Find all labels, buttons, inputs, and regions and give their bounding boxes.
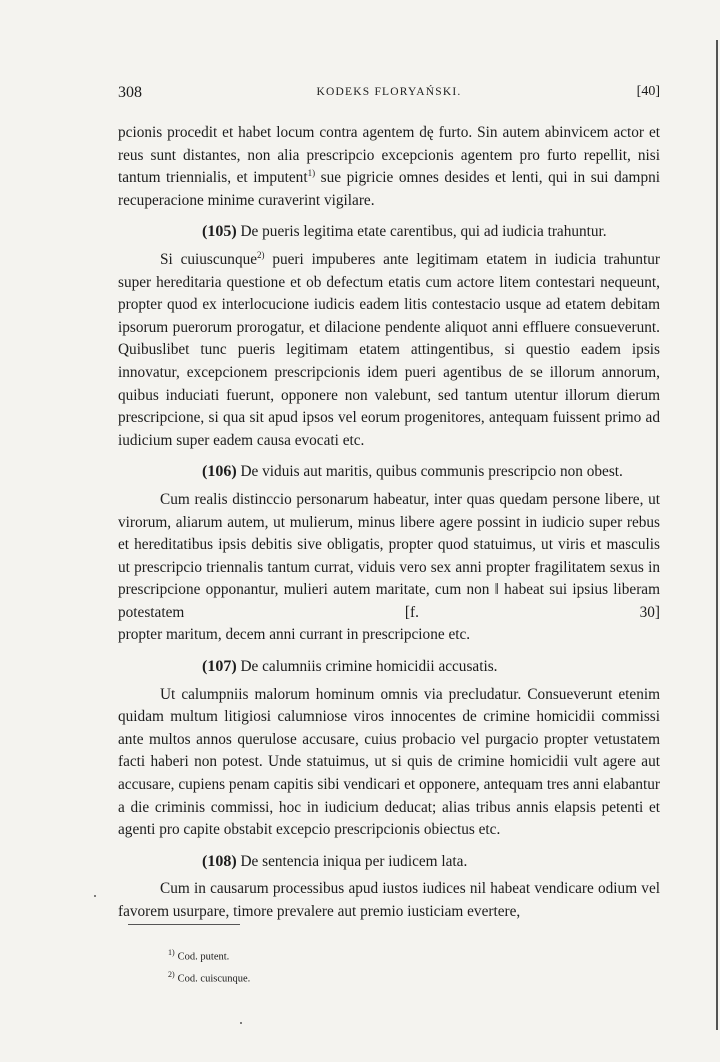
section-number-108: (108) xyxy=(202,852,237,870)
heading-108 xyxy=(118,851,660,874)
footnote-ref-2: 2) xyxy=(257,249,265,260)
paragraph-106 xyxy=(118,489,660,625)
footnote-1 xyxy=(168,944,250,966)
section-title-105: De pueris legitima etate carentibus, qui ad iudicia trahuntur. xyxy=(236,223,607,241)
heading-107 xyxy=(118,656,660,679)
intro-text-a: pcionis procedit et habet locum contra agentem dę furto. Sin autem abinvicem actor et reus sunt distantes, non alia prescripcio excepcionis agentem pro furto repellit, nisi tantum triennialis, et imputent xyxy=(118,124,660,187)
footnote-2 xyxy=(168,966,250,988)
footnote-ref-1: 1) xyxy=(307,168,316,179)
footnotes xyxy=(168,944,250,987)
page-number: 308 xyxy=(118,84,142,101)
paragraph-108: Cum in causarum processibus apud iustos iudices nil habeat vendicare odium vel favorem usurpare, timore prevalere aut premio iusticiam evertere, xyxy=(118,880,660,920)
section-reference: [40] xyxy=(636,84,660,99)
running-header xyxy=(118,84,660,106)
intro-paragraph xyxy=(118,122,660,212)
paragraph-106-end: propter maritum, decem anni currant in prescripcione etc. xyxy=(118,626,471,644)
heading-106 xyxy=(118,461,660,484)
main-text xyxy=(118,122,660,924)
p105-text-b: pueri impuberes ante legitimam etatem in iudicia trahuntur super hereditaria questione et ob defectum etatis cum actore litem contestari nequeunt, propter quod ex interlocucione iudicis eadem litis contestacio usque ad etatem debitam ipsorum puerorum prorogatur, et dilacione pendente aliquot anni effluere consueverunt. Quibuslibet tunc pueris legitimam etatem attingentibus, si questio eadem ipsis innovatur, excepcionem prescripcionis idem pueri agentibus de se illorum annorum, quibus induciati fuerunt, opponere non valebunt, sed tantum utentur illorum dierum prescripcione, si qua sit apud ipsos vel eorum progenitores, antequam fuissent primo ad iudicium super eadem causa evocati etc. xyxy=(118,250,660,449)
section-title-108: De sentencia iniqua per iudicem lata. xyxy=(236,852,468,870)
margin-mark xyxy=(94,895,96,897)
footnote-mark-1: 1) xyxy=(168,948,175,957)
p106-text-a: Cum realis distinccio personarum habeatur, inter quas quedam persone libere, ut virorum, aliarum autem, ut mulierum, minus libere agere possint in iudicio super rebus et hereditatibus ipsis debitis sive obligatis, propter quod statuimus, ut viris et masculis ut prescripcio triennalis tantum currat, viduis vero sex anni propter fragilitatem sexus in prescripcione opponantur, mulieri autem maritate, cum non ‖ habeat sui ipsius liberam potestatem [f. 30] xyxy=(118,490,660,621)
p105-text-a: Si cuiuscunque xyxy=(160,250,258,268)
footnote-text-1: Cod. putent. xyxy=(177,951,230,963)
page-edge-line xyxy=(716,40,718,1030)
section-number-106: (106) xyxy=(202,463,237,481)
paragraph-107: Ut calumpniis malorum hominum omnis via precludatur. Consueverunt etenim quidam multum litigiosi calumniose viros innocentes de crimine homicidii commissi ante multos annos querulose accusare, cuius probacio vel purgacio propter vetustatem facti haberi non potest. Unde statuimus, ut si quis de crimine homicidii vult agere aut accusare, cupiens penam capitis sibi vendicari et opponere, antequam tres anni elabantur a die criminis commissi, hoc in iudicium deducat; alias tribus annis elapsis petenti et agenti pro capite obstabit excepcio prescripcionis obiectus etc. xyxy=(118,685,660,839)
running-title: KODEKS FLORYAŃSKI. xyxy=(316,86,462,98)
paragraph-105 xyxy=(118,249,660,452)
intro-text-b: sue pigricie omnes desides et lenti, qui in sui dampni recuperacione minime curaverint vigilare. xyxy=(118,169,660,209)
footnote-text-2: Cod. cuiscunque. xyxy=(177,973,251,984)
footnote-mark-2: 2) xyxy=(168,969,175,979)
section-title-107: De calumniis crimine homicidii accusatis. xyxy=(236,658,498,676)
section-number-107: (107) xyxy=(202,658,237,676)
section-title-106: De viduis aut maritis, quibus communis prescripcio non obest. xyxy=(236,463,623,481)
bottom-mark xyxy=(240,1022,242,1024)
footnote-rule xyxy=(128,924,240,925)
heading-105 xyxy=(118,221,660,244)
section-number-105: (105) xyxy=(202,223,237,241)
